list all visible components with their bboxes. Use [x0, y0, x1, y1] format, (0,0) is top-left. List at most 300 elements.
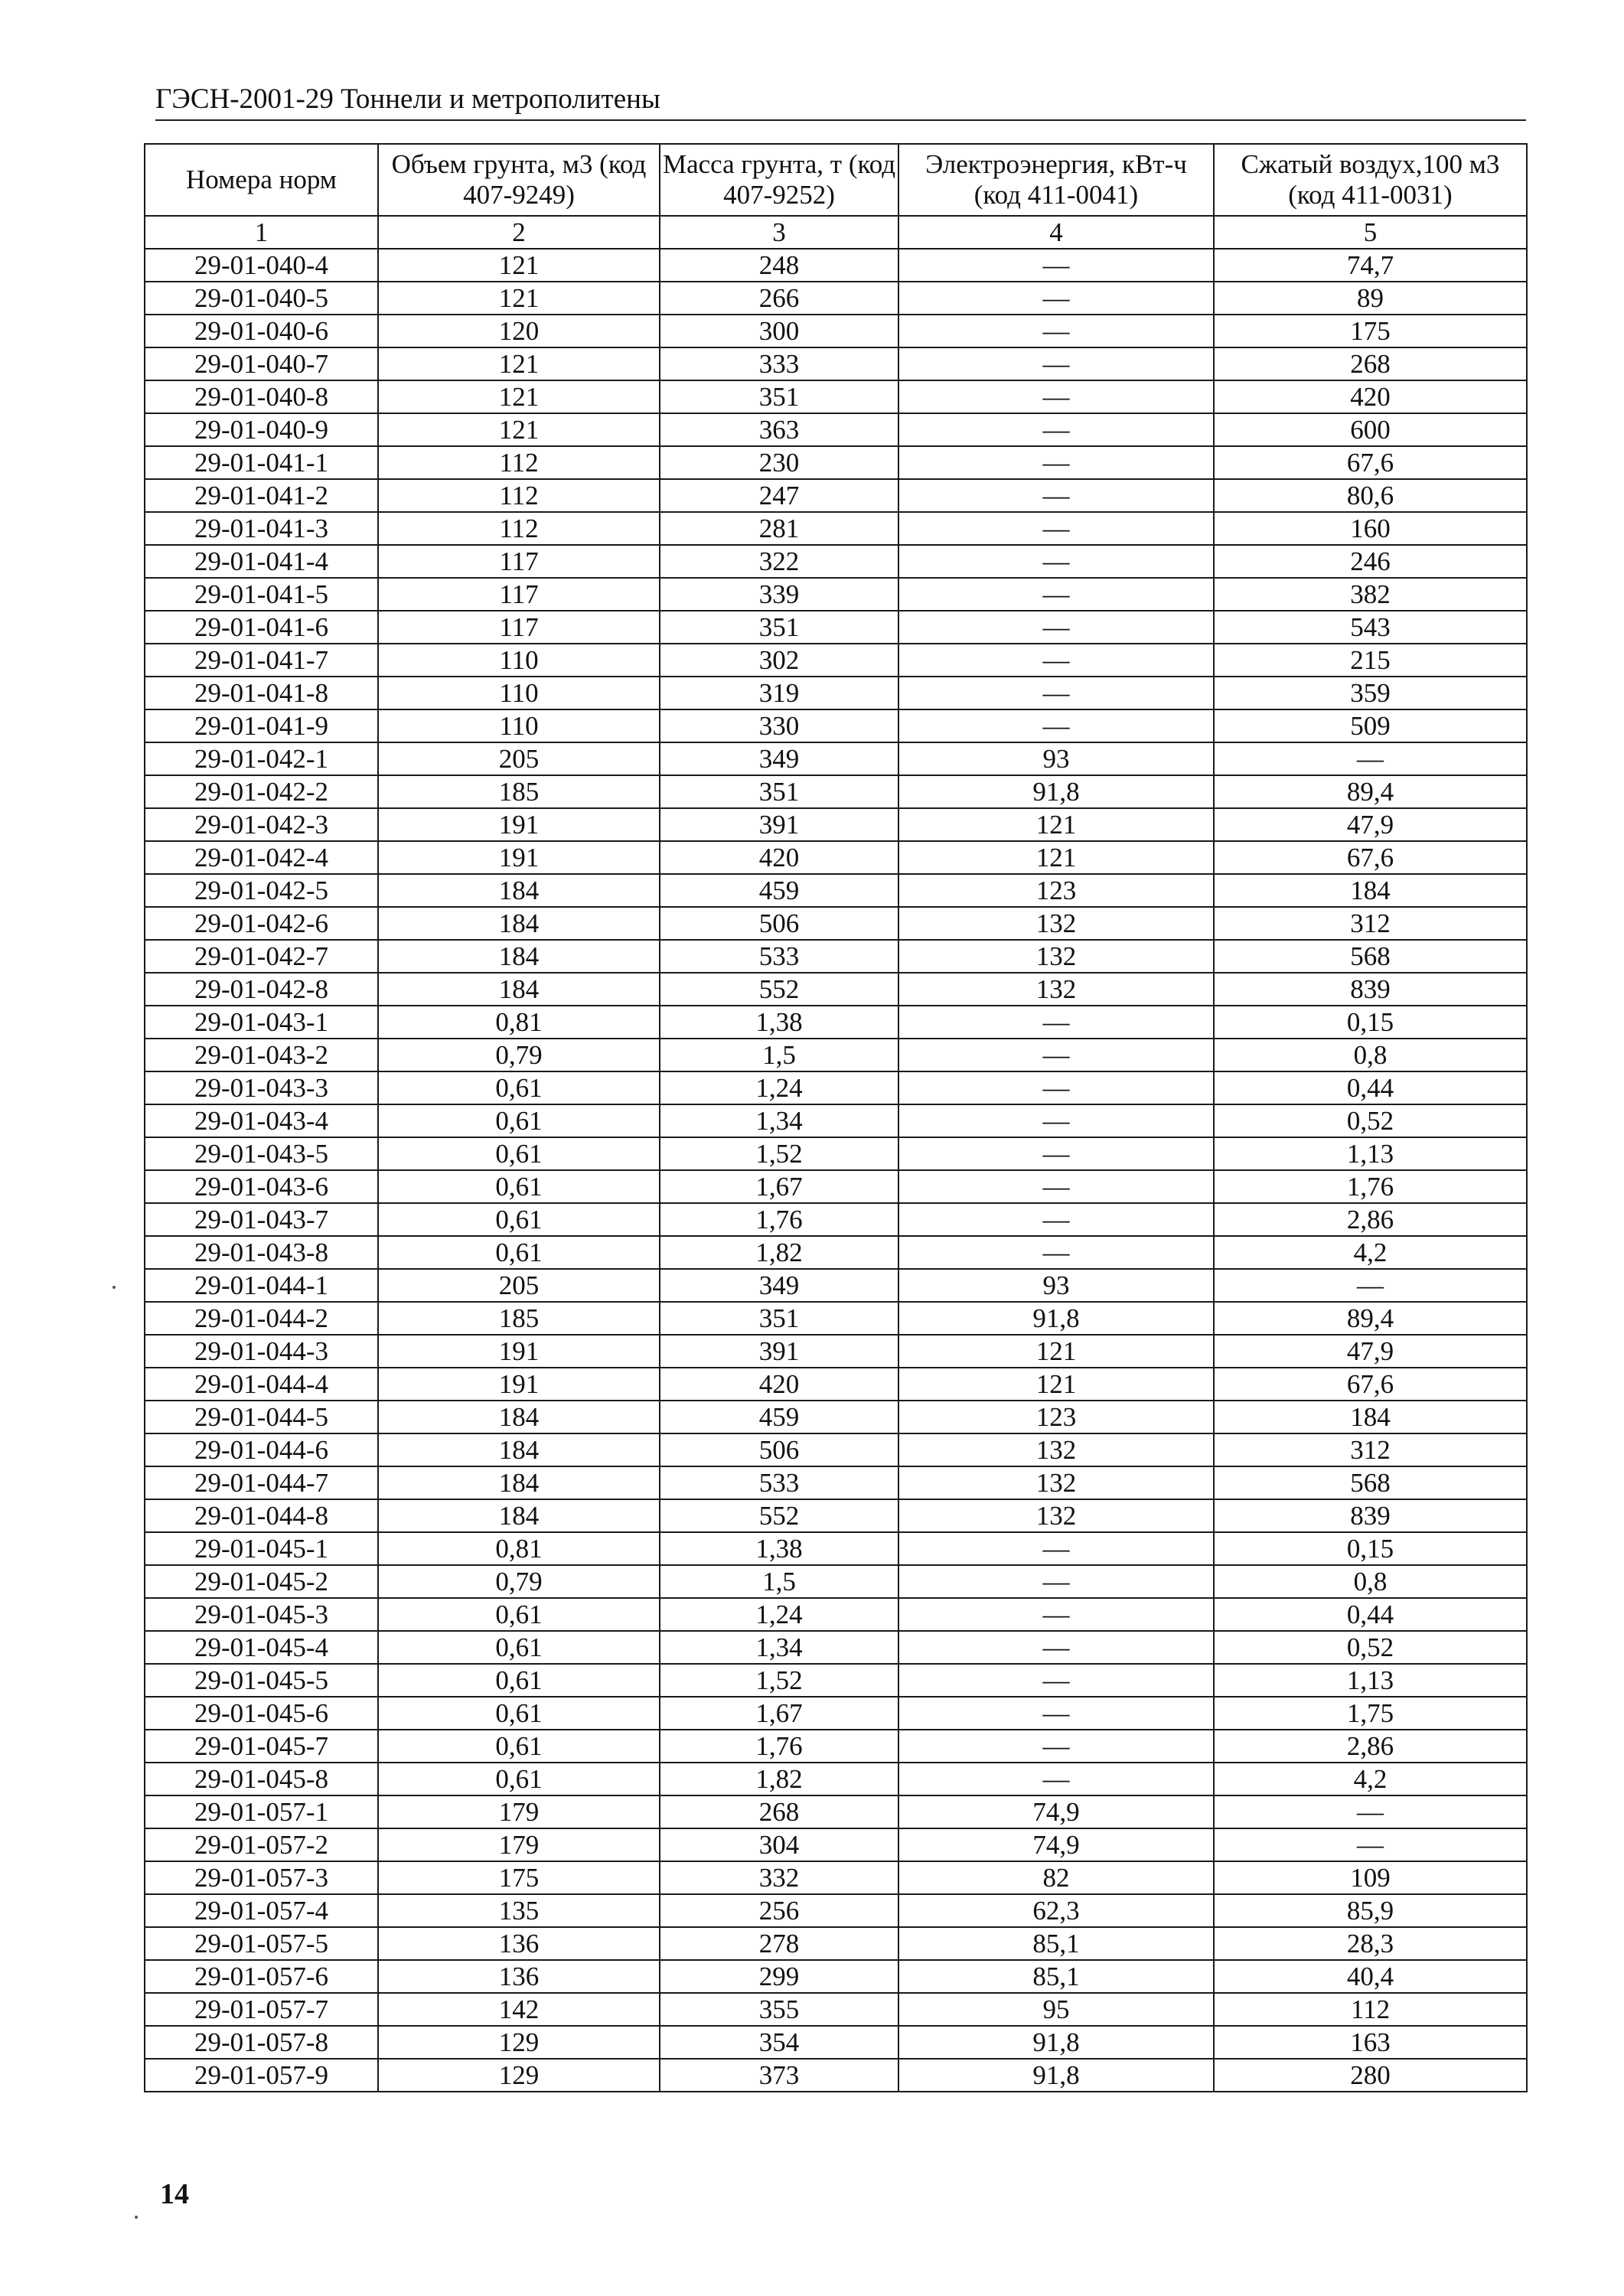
norm-number-cell: 29-01-045-5 [145, 1664, 378, 1697]
table-cell: 112 [378, 446, 660, 479]
table-cell: 121 [898, 1335, 1214, 1368]
table-row [145, 1795, 1527, 1828]
table-cell: 509 [1214, 709, 1527, 742]
table-cell: 1,5 [660, 1565, 898, 1598]
table-cell: 121 [378, 282, 660, 315]
norm-number-cell: 29-01-057-2 [145, 1828, 378, 1861]
table-cell: — [898, 644, 1214, 677]
norm-number-cell: 29-01-045-6 [145, 1697, 378, 1730]
table-cell: 363 [660, 413, 898, 446]
table-cell: 136 [378, 1927, 660, 1960]
table-cell: 839 [1214, 1499, 1527, 1532]
table-cell: 185 [378, 1302, 660, 1335]
norm-number-cell: 29-01-042-4 [145, 841, 378, 874]
norm-number-cell: 29-01-043-2 [145, 1039, 378, 1071]
norm-number-cell: 29-01-057-3 [145, 1861, 378, 1894]
table-cell: — [898, 1104, 1214, 1137]
table-cell: 91,8 [898, 775, 1214, 808]
column-header: Сжатый воздух,100 м3 (код 411-0031) [1214, 144, 1527, 216]
table-cell: 0,52 [1214, 1631, 1527, 1664]
table-cell: 355 [660, 1993, 898, 2026]
table-cell: 332 [660, 1861, 898, 1894]
norm-number-cell: 29-01-044-7 [145, 1466, 378, 1499]
table-row [145, 1137, 1527, 1170]
table-cell: 351 [660, 611, 898, 644]
table-cell: 0,8 [1214, 1039, 1527, 1071]
table-row [145, 1828, 1527, 1861]
column-number: 5 [1214, 216, 1527, 249]
table-cell: 1,24 [660, 1598, 898, 1631]
table-cell: 110 [378, 644, 660, 677]
table-cell: 47,9 [1214, 1335, 1527, 1368]
table-cell: 95 [898, 1993, 1214, 2026]
norm-number-cell: 29-01-045-4 [145, 1631, 378, 1664]
norm-number-cell: 29-01-041-6 [145, 611, 378, 644]
table-row [145, 907, 1527, 940]
table-cell: 160 [1214, 512, 1527, 545]
table-row [145, 1993, 1527, 2026]
norm-number-cell: 29-01-057-6 [145, 1960, 378, 1993]
table-cell: 184 [378, 1433, 660, 1466]
table-cell: 0,61 [378, 1170, 660, 1203]
table-cell: 600 [1214, 413, 1527, 446]
table-cell: 1,24 [660, 1071, 898, 1104]
table-row [145, 2059, 1527, 2092]
table-cell: 0,44 [1214, 1598, 1527, 1631]
norm-number-cell: 29-01-057-4 [145, 1894, 378, 1927]
table-cell: 191 [378, 808, 660, 841]
table-cell: 4,2 [1214, 1763, 1527, 1795]
table-cell: 1,13 [1214, 1137, 1527, 1170]
table-cell: — [898, 545, 1214, 578]
table-cell: — [898, 413, 1214, 446]
norm-number-cell: 29-01-042-3 [145, 808, 378, 841]
table-cell: 533 [660, 940, 898, 973]
norm-number-cell: 29-01-044-8 [145, 1499, 378, 1532]
table-cell: — [898, 1236, 1214, 1269]
table-cell: 1,67 [660, 1170, 898, 1203]
column-number-row [145, 216, 1527, 249]
table-cell: — [898, 1532, 1214, 1565]
norm-number-cell: 29-01-043-8 [145, 1236, 378, 1269]
table-cell: — [898, 578, 1214, 611]
table-cell: 1,75 [1214, 1697, 1527, 1730]
column-number: 4 [898, 216, 1214, 249]
table-cell: 349 [660, 742, 898, 775]
table-row [145, 1039, 1527, 1071]
column-header: Номера норм [145, 144, 378, 216]
table-cell: 163 [1214, 2026, 1527, 2059]
table-cell: 459 [660, 1401, 898, 1433]
table-row [145, 1532, 1527, 1565]
table-cell: — [898, 1763, 1214, 1795]
table-cell: 1,52 [660, 1137, 898, 1170]
column-header: Масса грунта, т (код 407-9252) [660, 144, 898, 216]
table-row [145, 1730, 1527, 1763]
table-cell: 123 [898, 874, 1214, 907]
table-cell: 4,2 [1214, 1236, 1527, 1269]
norm-number-cell: 29-01-057-8 [145, 2026, 378, 2059]
table-row [145, 1927, 1527, 1960]
table-cell: 330 [660, 709, 898, 742]
table-cell: 121 [378, 413, 660, 446]
table-cell: 0,61 [378, 1104, 660, 1137]
table-cell: 1,34 [660, 1104, 898, 1137]
table-cell: 80,6 [1214, 479, 1527, 512]
table-cell: 135 [378, 1894, 660, 1927]
table-cell: 1,76 [660, 1203, 898, 1236]
table-row [145, 1335, 1527, 1368]
norm-number-cell: 29-01-040-9 [145, 413, 378, 446]
norm-number-cell: 29-01-041-5 [145, 578, 378, 611]
norm-number-cell: 29-01-042-6 [145, 907, 378, 940]
table-cell: 184 [378, 1401, 660, 1433]
table-row [145, 1401, 1527, 1433]
scan-speck [113, 1286, 116, 1289]
table-cell: 349 [660, 1269, 898, 1302]
table-row [145, 611, 1527, 644]
table-cell: 1,76 [660, 1730, 898, 1763]
table-cell: 67,6 [1214, 1368, 1527, 1401]
table-cell: 74,9 [898, 1795, 1214, 1828]
table-row [145, 1894, 1527, 1927]
table-cell: 184 [378, 907, 660, 940]
table-cell: 179 [378, 1828, 660, 1861]
norm-number-cell: 29-01-043-5 [145, 1137, 378, 1170]
table-cell: 420 [1214, 380, 1527, 413]
table-cell: 175 [1214, 315, 1527, 347]
table-cell: 299 [660, 1960, 898, 1993]
table-cell: 1,67 [660, 1697, 898, 1730]
table-cell: 142 [378, 1993, 660, 2026]
table-cell: 0,61 [378, 1203, 660, 1236]
table-row [145, 1763, 1527, 1795]
table-row [145, 940, 1527, 973]
table-cell: 132 [898, 973, 1214, 1006]
table-cell: 839 [1214, 973, 1527, 1006]
table-cell: — [898, 1697, 1214, 1730]
table-cell: 1,38 [660, 1532, 898, 1565]
table-cell: 268 [1214, 347, 1527, 380]
table-row [145, 808, 1527, 841]
table-cell: — [898, 1006, 1214, 1039]
table-row [145, 347, 1527, 380]
norm-number-cell: 29-01-040-4 [145, 249, 378, 282]
table-cell: — [898, 1203, 1214, 1236]
norm-number-cell: 29-01-045-1 [145, 1532, 378, 1565]
norm-number-cell: 29-01-043-1 [145, 1006, 378, 1039]
norm-number-cell: 29-01-042-1 [145, 742, 378, 775]
table-cell: 339 [660, 578, 898, 611]
table-cell: 191 [378, 841, 660, 874]
table-row [145, 1664, 1527, 1697]
table-cell: 121 [378, 249, 660, 282]
norm-number-cell: 29-01-044-4 [145, 1368, 378, 1401]
norm-number-cell: 29-01-057-7 [145, 1993, 378, 2026]
table-cell: — [898, 611, 1214, 644]
table-cell: 0,79 [378, 1565, 660, 1598]
table-row [145, 973, 1527, 1006]
scan-speck [135, 2216, 138, 2219]
table-cell: — [898, 380, 1214, 413]
norm-number-cell: 29-01-043-7 [145, 1203, 378, 1236]
table-cell: 117 [378, 611, 660, 644]
table-cell: 420 [660, 1368, 898, 1401]
table-cell: 1,82 [660, 1236, 898, 1269]
table-cell: 109 [1214, 1861, 1527, 1894]
table-cell: 312 [1214, 907, 1527, 940]
table-cell: 333 [660, 347, 898, 380]
table-cell: 0,61 [378, 1598, 660, 1631]
norm-number-cell: 29-01-041-1 [145, 446, 378, 479]
table-row [145, 545, 1527, 578]
table-cell: 184 [378, 1466, 660, 1499]
running-header: ГЭСН-2001-29 Тоннели и метрополитены [155, 83, 660, 115]
table-cell: 74,7 [1214, 249, 1527, 282]
table-row [145, 2026, 1527, 2059]
table-cell: 112 [378, 512, 660, 545]
table-cell: 110 [378, 677, 660, 709]
table-cell: 184 [1214, 874, 1527, 907]
table-cell: 552 [660, 1499, 898, 1532]
table-cell: 0,79 [378, 1039, 660, 1071]
table-row [145, 1598, 1527, 1631]
column-number: 1 [145, 216, 378, 249]
table-cell: 121 [378, 380, 660, 413]
table-cell: 230 [660, 446, 898, 479]
table-row [145, 380, 1527, 413]
table-cell: 112 [378, 479, 660, 512]
table-row [145, 1499, 1527, 1532]
table-row [145, 874, 1527, 907]
table-cell: 136 [378, 1960, 660, 1993]
table-cell: — [898, 1170, 1214, 1203]
table-cell: 0,61 [378, 1236, 660, 1269]
table-cell: 322 [660, 545, 898, 578]
table-cell: 123 [898, 1401, 1214, 1433]
table-cell: 179 [378, 1795, 660, 1828]
table-cell: — [898, 446, 1214, 479]
norm-number-cell: 29-01-042-7 [145, 940, 378, 973]
table-cell: 121 [898, 841, 1214, 874]
table-cell: 0,61 [378, 1664, 660, 1697]
table-cell: 89,4 [1214, 775, 1527, 808]
table-cell: 74,9 [898, 1828, 1214, 1861]
norm-number-cell: 29-01-044-1 [145, 1269, 378, 1302]
table-cell: 91,8 [898, 1302, 1214, 1335]
norm-number-cell: 29-01-057-9 [145, 2059, 378, 2092]
table-cell: 281 [660, 512, 898, 545]
table-row [145, 446, 1527, 479]
table-cell: 2,86 [1214, 1730, 1527, 1763]
table-row [145, 413, 1527, 446]
table-cell: — [898, 1631, 1214, 1664]
norm-number-cell: 29-01-057-1 [145, 1795, 378, 1828]
table-cell: 506 [660, 1433, 898, 1466]
table-row [145, 1697, 1527, 1730]
table-cell: 246 [1214, 545, 1527, 578]
table-cell: 191 [378, 1368, 660, 1401]
table-cell: 0,61 [378, 1763, 660, 1795]
norm-number-cell: 29-01-040-8 [145, 380, 378, 413]
table-cell: 85,1 [898, 1960, 1214, 1993]
norm-number-cell: 29-01-042-8 [145, 973, 378, 1006]
norm-number-cell: 29-01-044-5 [145, 1401, 378, 1433]
table-cell: 382 [1214, 578, 1527, 611]
table-cell: 300 [660, 315, 898, 347]
table-cell: — [898, 677, 1214, 709]
table-cell: — [898, 709, 1214, 742]
table-cell: 0,61 [378, 1697, 660, 1730]
table-cell: 351 [660, 1302, 898, 1335]
table-cell: 89 [1214, 282, 1527, 315]
table-cell: 205 [378, 742, 660, 775]
table-row [145, 578, 1527, 611]
table-row [145, 709, 1527, 742]
table-cell: — [898, 512, 1214, 545]
table-cell: 121 [898, 1368, 1214, 1401]
table-cell: 351 [660, 380, 898, 413]
table-cell: 184 [378, 874, 660, 907]
page-number: 14 [160, 2178, 189, 2210]
table-row [145, 282, 1527, 315]
norms-table [144, 143, 1528, 2092]
table-cell: — [898, 1730, 1214, 1763]
table-cell: 121 [898, 808, 1214, 841]
norm-number-cell: 29-01-045-2 [145, 1565, 378, 1598]
table-cell: 132 [898, 1499, 1214, 1532]
table-cell: — [898, 1137, 1214, 1170]
table-cell: — [1214, 1269, 1527, 1302]
table-cell: 0,61 [378, 1631, 660, 1664]
table-row [145, 1960, 1527, 1993]
table-cell: 132 [898, 907, 1214, 940]
table-cell: 175 [378, 1861, 660, 1894]
table-cell: 132 [898, 1466, 1214, 1499]
table-cell: 0,8 [1214, 1565, 1527, 1598]
table-cell: 391 [660, 1335, 898, 1368]
table-row [145, 841, 1527, 874]
table-cell: 120 [378, 315, 660, 347]
column-number: 2 [378, 216, 660, 249]
column-number: 3 [660, 216, 898, 249]
norm-number-cell: 29-01-041-4 [145, 545, 378, 578]
table-cell: 1,5 [660, 1039, 898, 1071]
table-cell: 67,6 [1214, 446, 1527, 479]
table-cell: 268 [660, 1795, 898, 1828]
table-cell: 354 [660, 2026, 898, 2059]
column-header: Электроэнергия, кВт-ч (код 411-0041) [898, 144, 1214, 216]
norm-number-cell: 29-01-040-6 [145, 315, 378, 347]
table-row [145, 1565, 1527, 1598]
table-cell: 280 [1214, 2059, 1527, 2092]
table-row [145, 1861, 1527, 1894]
column-header-row [145, 144, 1527, 216]
table-row [145, 249, 1527, 282]
table-cell: 215 [1214, 644, 1527, 677]
header-rule [155, 119, 1526, 121]
table-row [145, 1104, 1527, 1137]
table-row [145, 512, 1527, 545]
table-cell: 391 [660, 808, 898, 841]
norm-number-cell: 29-01-044-3 [145, 1335, 378, 1368]
table-cell: — [898, 249, 1214, 282]
table-row [145, 315, 1527, 347]
table-cell: 117 [378, 578, 660, 611]
table-cell: 117 [378, 545, 660, 578]
table-header [145, 144, 1527, 249]
table-row [145, 677, 1527, 709]
table-cell: 302 [660, 644, 898, 677]
table-cell: 247 [660, 479, 898, 512]
table-cell: 47,9 [1214, 808, 1527, 841]
table-cell: 351 [660, 775, 898, 808]
table-cell: 112 [1214, 1993, 1527, 2026]
table-cell: 185 [378, 775, 660, 808]
table-cell: 304 [660, 1828, 898, 1861]
norm-number-cell: 29-01-042-2 [145, 775, 378, 808]
table-row [145, 1302, 1527, 1335]
table-cell: 129 [378, 2059, 660, 2092]
norm-number-cell: 29-01-041-3 [145, 512, 378, 545]
table-cell: 85,9 [1214, 1894, 1527, 1927]
table-row [145, 742, 1527, 775]
table-cell: 184 [378, 940, 660, 973]
table-row [145, 1071, 1527, 1104]
norm-number-cell: 29-01-045-7 [145, 1730, 378, 1763]
norm-number-cell: 29-01-043-4 [145, 1104, 378, 1137]
table-cell: 533 [660, 1466, 898, 1499]
table-cell: 28,3 [1214, 1927, 1527, 1960]
table-row [145, 1631, 1527, 1664]
table-cell: 319 [660, 677, 898, 709]
table-cell: — [898, 282, 1214, 315]
table-cell: 110 [378, 709, 660, 742]
norm-number-cell: 29-01-041-8 [145, 677, 378, 709]
norm-number-cell: 29-01-041-7 [145, 644, 378, 677]
table-cell: 0,61 [378, 1730, 660, 1763]
table-cell: — [898, 315, 1214, 347]
table-cell: 312 [1214, 1433, 1527, 1466]
table-cell: 0,81 [378, 1532, 660, 1565]
table-row [145, 775, 1527, 808]
table-cell: 2,86 [1214, 1203, 1527, 1236]
norm-number-cell: 29-01-044-2 [145, 1302, 378, 1335]
table-cell: 1,38 [660, 1006, 898, 1039]
table-cell: 552 [660, 973, 898, 1006]
table-cell: 1,34 [660, 1631, 898, 1664]
table-cell: 266 [660, 282, 898, 315]
table-cell: 459 [660, 874, 898, 907]
table-cell: 40,4 [1214, 1960, 1527, 1993]
table-row [145, 1006, 1527, 1039]
table-cell: 1,76 [1214, 1170, 1527, 1203]
table-body [145, 249, 1527, 2092]
table-cell: 93 [898, 1269, 1214, 1302]
table-cell: 67,6 [1214, 841, 1527, 874]
column-header: Объем грунта, м3 (код 407-9249) [378, 144, 660, 216]
table-cell: 278 [660, 1927, 898, 1960]
table-cell: — [898, 1039, 1214, 1071]
norm-number-cell: 29-01-041-9 [145, 709, 378, 742]
table-cell: 420 [660, 841, 898, 874]
table-cell: 256 [660, 1894, 898, 1927]
norm-number-cell: 29-01-043-6 [145, 1170, 378, 1203]
table-cell: — [898, 479, 1214, 512]
norm-number-cell: 29-01-057-5 [145, 1927, 378, 1960]
table-cell: 184 [378, 973, 660, 1006]
table-cell: — [1214, 1795, 1527, 1828]
